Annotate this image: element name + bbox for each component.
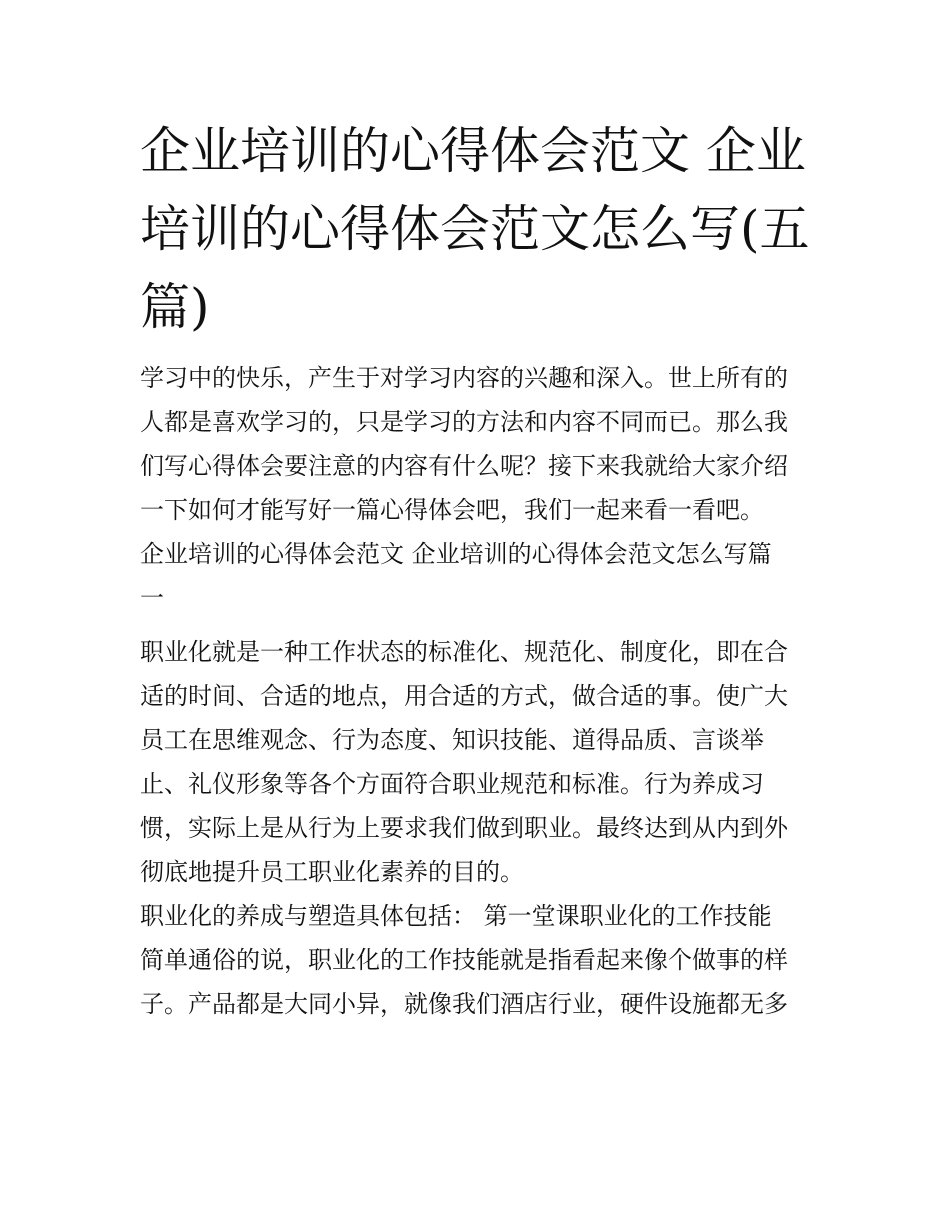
text-line: 们写心得体会要注意的内容有什么呢？接下来我就给大家介绍 — [140, 452, 788, 480]
paragraph-spacer — [140, 620, 820, 630]
text-line: 职业化的养成与塑造具体包括： 第一堂课职业化的工作技能 — [140, 902, 772, 930]
text-line: 简单通俗的说，职业化的工作技能就是指看起来像个做事的样 — [140, 946, 788, 974]
document-body — [140, 356, 820, 1026]
document-title — [140, 112, 820, 346]
text-line: 彻底地提升员工职业化素养的目的。 — [140, 858, 524, 886]
section-heading — [140, 532, 820, 620]
text-line: 子。产品都是大同小异，就像我们酒店行业，硬件设施都无多 — [140, 990, 788, 1018]
text-line: 员工在思维观念、行为态度、知识技能、道得品质、言谈举 — [140, 726, 764, 754]
text-line: 一 — [140, 584, 164, 612]
title-line: 篇) — [140, 278, 210, 336]
title-line: 培训的心得体会范文怎么写(五 — [140, 200, 810, 258]
text-line: 学习中的快乐，产生于对学习内容的兴趣和深入。世上所有的 — [140, 364, 788, 392]
text-line: 止、礼仪形象等各个方面符合职业规范和标准。行为养成习 — [140, 770, 764, 798]
body-paragraph-1 — [140, 630, 820, 894]
text-line: 人都是喜欢学习的，只是学习的方法和内容不同而已。那么我 — [140, 408, 788, 436]
text-line: 职业化就是一种工作状态的标准化、规范化、制度化，即在合 — [140, 638, 788, 666]
text-line: 企业培训的心得体会范文 企业培训的心得体会范文怎么写篇 — [140, 540, 772, 568]
title-line: 企业培训的心得体会范文 企业 — [140, 122, 806, 180]
text-line: 惯，实际上是从行为上要求我们做到职业。最终达到从内到外 — [140, 814, 788, 842]
body-paragraph-2 — [140, 894, 820, 1026]
text-line: 一下如何才能写好一篇心得体会吧，我们一起来看一看吧。 — [140, 496, 764, 524]
intro-paragraph — [140, 356, 820, 532]
text-line: 适的时间、合适的地点，用合适的方式，做合适的事。使广大 — [140, 682, 788, 710]
